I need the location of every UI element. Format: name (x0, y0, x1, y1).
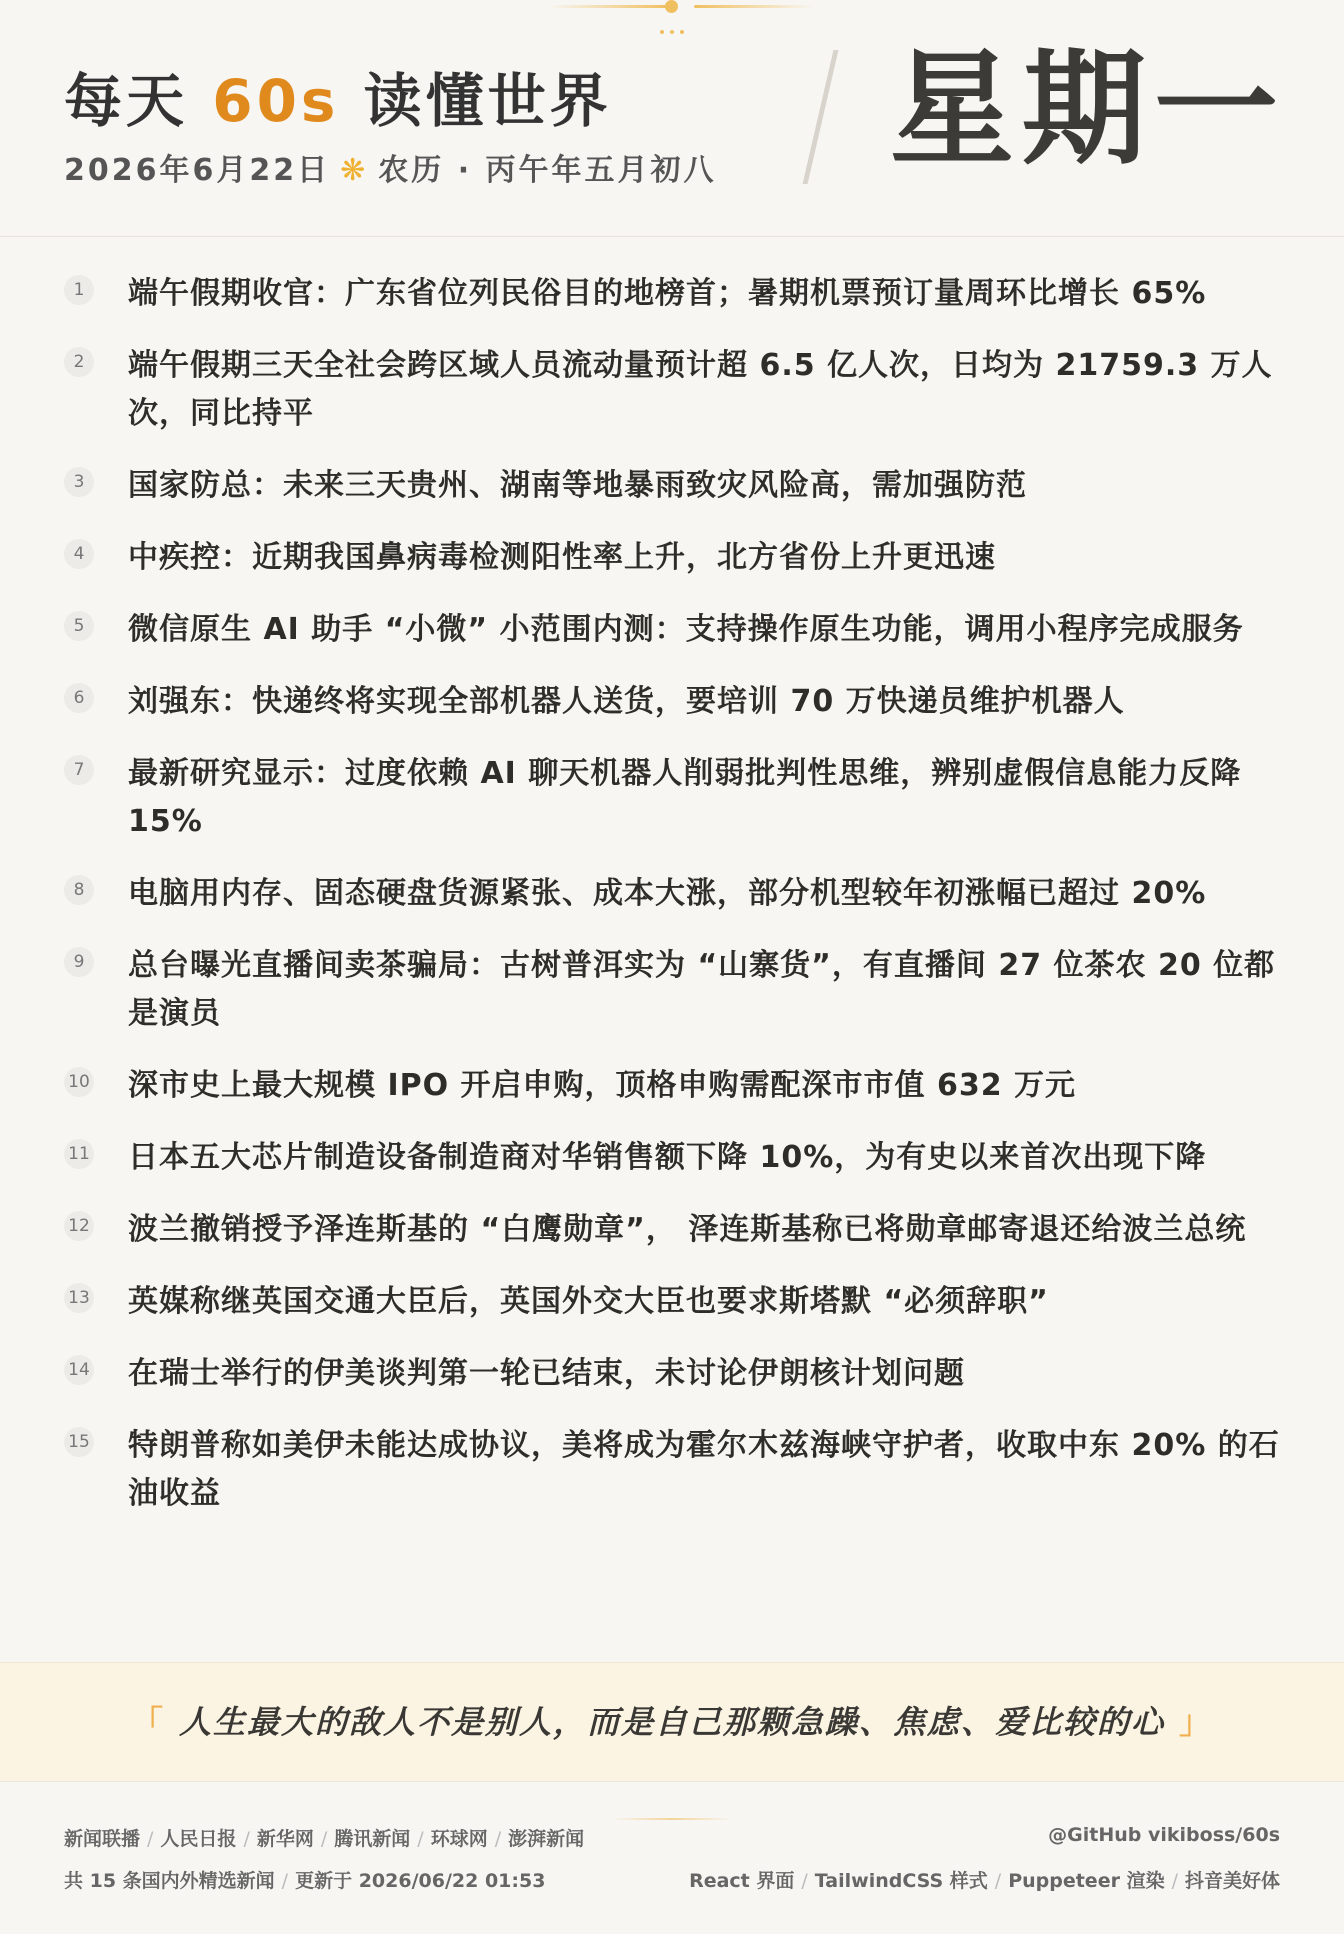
asterisk-icon: ❋ (340, 153, 369, 188)
news-item (0, 1350, 1344, 1398)
news-number-badge: 8 (64, 875, 94, 905)
news-text: 端午假期三天全社会跨区域人员流动量预计超 6.5 亿人次，日均为 21759.3 万人次，同比持平 (128, 348, 1273, 431)
news-item (0, 1206, 1344, 1254)
title-prefix: 每天 (64, 67, 189, 135)
separator: / (994, 1870, 1002, 1892)
tech-item: React 界面 (689, 1870, 795, 1892)
separator: / (320, 1828, 328, 1850)
news-text: 端午假期收官：广东省位列民俗目的地榜首；暑期机票预订量周环比增长 65% (128, 276, 1207, 311)
tech-item: Puppeteer 渲染 (1008, 1870, 1165, 1892)
quote-open-mark: 「 (130, 1703, 165, 1741)
news-item (0, 534, 1344, 582)
news-count: 共 15 条国内外精选新闻 (64, 1870, 275, 1892)
solar-date: 2026年6月22日 (64, 153, 331, 188)
title-accent: 60s (212, 67, 340, 135)
news-number-badge: 2 (64, 347, 94, 377)
news-source: 腾讯新闻 (334, 1828, 411, 1850)
separator: / (417, 1828, 424, 1850)
news-source: 环球网 (430, 1828, 488, 1850)
news-item (0, 870, 1344, 918)
separator: / (494, 1828, 502, 1850)
news-text: 波兰撤销授予泽连斯基的 “白鹰勋章”， 泽连斯基称已将勋章邮寄退还给波兰总统 (128, 1212, 1247, 1247)
news-item (0, 462, 1344, 510)
quote-close-mark: 」 (1179, 1703, 1214, 1741)
news-item (0, 270, 1344, 318)
news-item (0, 1278, 1344, 1326)
news-number-badge: 12 (64, 1211, 94, 1241)
news-text: 英媒称继英国交通大臣后，英国外交大臣也要求斯塔默 “必须辞职” (128, 1284, 1049, 1319)
separator: / (801, 1870, 808, 1892)
tech-item: TailwindCSS 样式 (814, 1870, 988, 1892)
separator: / (243, 1828, 250, 1850)
title-suffix: 读懂世界 (363, 67, 612, 135)
news-list (0, 270, 1344, 1542)
news-number-badge: 4 (64, 539, 94, 569)
news-item (0, 750, 1344, 846)
page-header (0, 0, 1344, 237)
news-text: 日本五大芯片制造设备制造商对华销售额下降 10%，为有史以来首次出现下降 (128, 1140, 1207, 1175)
news-item (0, 606, 1344, 654)
news-text: 微信原生 AI 助手 “小微” 小范围内测：支持操作原生功能，调用小程序完成服务 (128, 612, 1244, 647)
news-item (0, 342, 1344, 438)
daily-quote (117, 1697, 1227, 1743)
news-text: 国家防总：未来三天贵州、湖南等地暴雨致灾风险高，需加强防范 (128, 468, 1027, 503)
separator: / (281, 1870, 289, 1892)
news-number-badge: 3 (64, 467, 94, 497)
footer-meta (64, 1866, 545, 1893)
quote-band (0, 1662, 1344, 1782)
news-text: 特朗普称如美伊未能达成协议，美将成为霍尔木兹海峡守护者，收取中东 20% 的石油收益 (128, 1428, 1280, 1511)
news-text: 中疾控：近期我国鼻病毒检测阳性率上升，北方省份上升更迅速 (128, 540, 996, 575)
separator: / (147, 1828, 154, 1850)
news-number-badge: 15 (64, 1427, 94, 1457)
page-title (64, 54, 612, 138)
news-text: 深市史上最大规模 IPO 开启申购，顶格申购需配深市市值 632 万元 (128, 1068, 1077, 1103)
news-text: 电脑用内存、固态硬盘货源紧张、成本大涨，部分机型较年初涨幅已超过 20% (128, 876, 1207, 911)
news-text: 在瑞士举行的伊美谈判第一轮已结束，未讨论伊朗核计划问题 (128, 1356, 965, 1391)
lunar-date: 农历 · 丙午年五月初八 (378, 153, 717, 188)
news-number-badge: 13 (64, 1283, 94, 1313)
header-divider (803, 50, 839, 184)
date-line (64, 145, 717, 189)
news-source: 新华网 (256, 1828, 314, 1850)
page-footer (0, 1780, 1344, 1934)
tech-item: 抖音美好体 (1184, 1870, 1280, 1892)
news-text: 刘强东：快递终将实现全部机器人送货，要培训 70 万快递员维护机器人 (128, 684, 1125, 719)
tech-stack (689, 1866, 1280, 1893)
news-item (0, 678, 1344, 726)
source-list (64, 1824, 584, 1851)
news-source: 人民日报 (160, 1828, 237, 1850)
news-source: 新闻联播 (64, 1828, 141, 1850)
news-number-badge: 6 (64, 683, 94, 713)
news-number-badge: 1 (64, 275, 94, 305)
news-number-badge: 5 (64, 611, 94, 641)
separator: / (1171, 1870, 1178, 1892)
github-link[interactable]: @GitHub vikiboss/60s (1048, 1824, 1280, 1846)
news-number-badge: 9 (64, 947, 94, 977)
news-text: 总台曝光直播间卖茶骗局：古树普洱实为 “山寨货”，有直播间 27 位茶农 20 位都是演员 (128, 948, 1276, 1031)
news-number-badge: 14 (64, 1355, 94, 1385)
news-text: 最新研究显示：过度依赖 AI 聊天机器人削弱批判性思维，辨别虚假信息能力反降 15% (128, 756, 1242, 839)
news-item (0, 1062, 1344, 1110)
news-number-badge: 11 (64, 1139, 94, 1169)
quote-text: 人生最大的敌人不是别人，而是自己那颗急躁、焦虑、爱比较的心 (178, 1703, 1165, 1741)
news-source: 澎湃新闻 (508, 1828, 585, 1850)
news-item (0, 1422, 1344, 1518)
news-number-badge: 7 (64, 755, 94, 785)
update-time: 更新于 2026/06/22 01:53 (295, 1870, 546, 1892)
news-item (0, 942, 1344, 1038)
news-item (0, 1134, 1344, 1182)
footer-ornament (612, 1818, 732, 1820)
news-number-badge: 10 (64, 1067, 94, 1097)
weekday: 星期一 (890, 38, 1287, 182)
